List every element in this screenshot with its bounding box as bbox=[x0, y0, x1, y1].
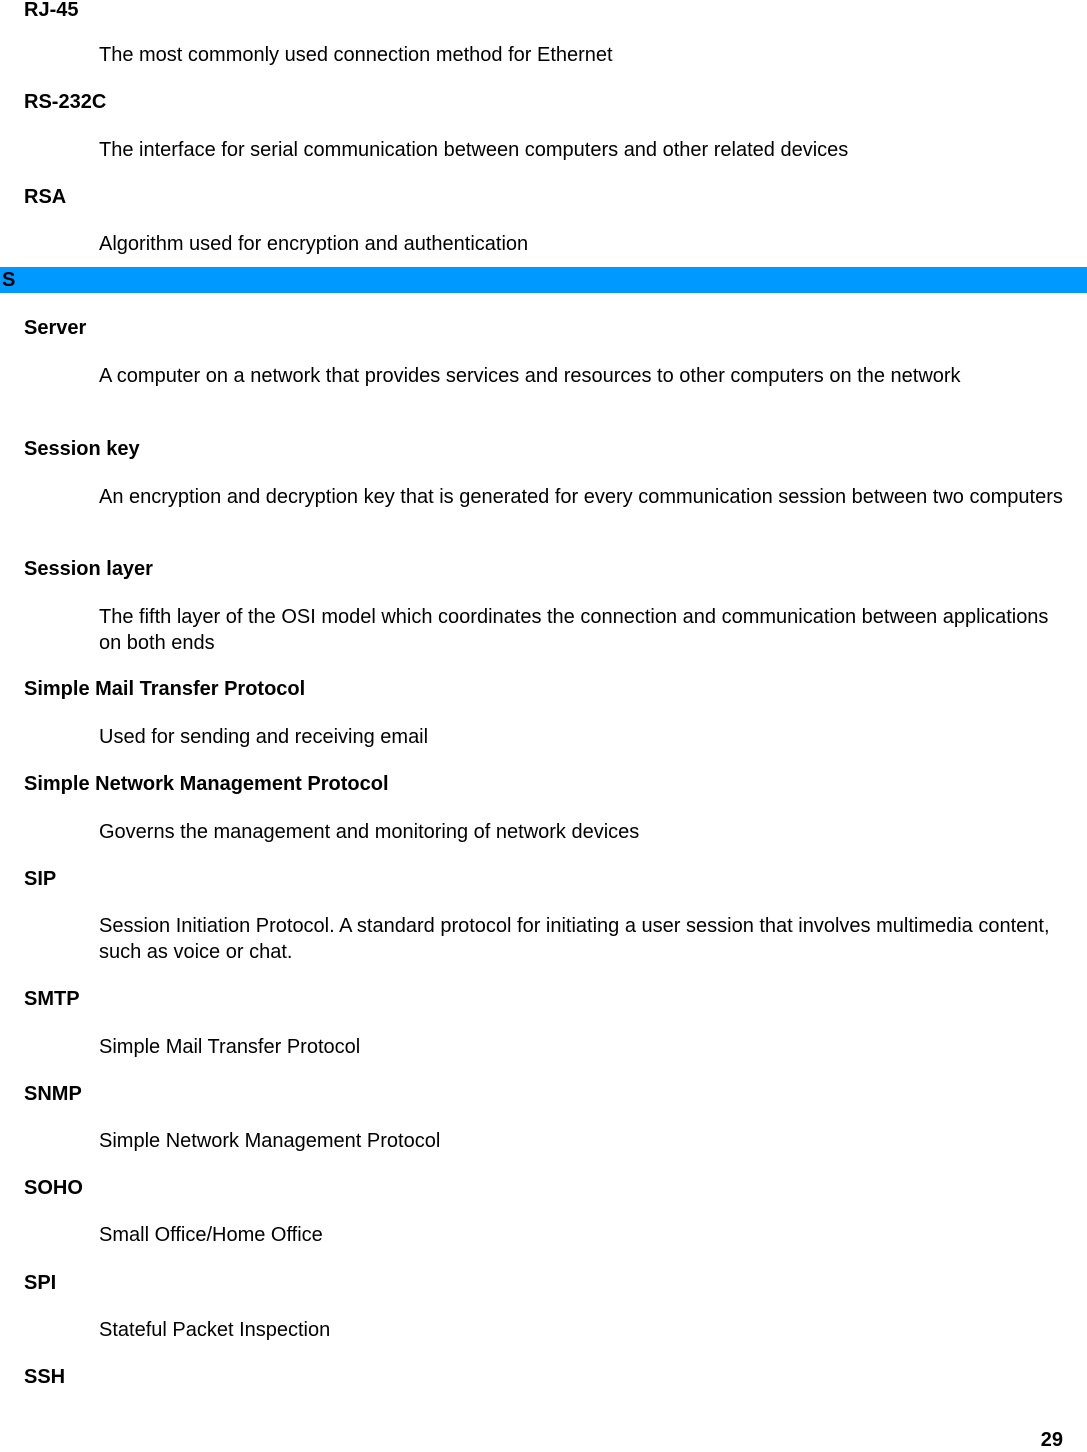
glossary-term: Simple Network Management Protocol bbox=[24, 773, 389, 795]
glossary-definition: An encryption and decryption key that is generated for every communication session between two computers bbox=[99, 486, 1063, 508]
section-header-bar bbox=[0, 267, 1087, 293]
glossary-term: SNMP bbox=[24, 1083, 82, 1105]
glossary-term: Session key bbox=[24, 438, 140, 460]
glossary-definition: The fifth layer of the OSI model which coordinates the connection and communication between applications on both ends bbox=[99, 606, 1049, 654]
glossary-definition: Used for sending and receiving email bbox=[99, 726, 429, 748]
glossary-definition: A computer on a network that provides services and resources to other computers on the network bbox=[99, 365, 961, 387]
glossary-term: Simple Mail Transfer Protocol bbox=[24, 678, 306, 700]
glossary-definition: Governs the management and monitoring of network devices bbox=[99, 821, 640, 843]
page-number: 29 bbox=[1040, 1429, 1063, 1451]
glossary-definition: Algorithm used for encryption and authentication bbox=[99, 233, 529, 255]
glossary-definition: Session Initiation Protocol. A standard protocol for initiating a user session that involves multimedia content, such as voice or chat. bbox=[99, 915, 1050, 963]
glossary-term: SOHO bbox=[24, 1177, 83, 1199]
section-letter: S bbox=[2, 269, 16, 291]
glossary-definition: Stateful Packet Inspection bbox=[99, 1319, 331, 1341]
glossary-term: Session layer bbox=[24, 558, 153, 580]
glossary-term: RSA bbox=[24, 186, 67, 208]
glossary-term: Server bbox=[24, 317, 87, 339]
glossary-term: RJ-45 bbox=[24, 0, 79, 21]
glossary-term: RS-232C bbox=[24, 91, 107, 113]
glossary-definition: Simple Mail Transfer Protocol bbox=[99, 1036, 361, 1058]
glossary-term: SPI bbox=[24, 1272, 57, 1294]
glossary-term: SIP bbox=[24, 868, 57, 890]
glossary-definition: Small Office/Home Office bbox=[99, 1224, 323, 1246]
glossary-definition: The interface for serial communication between computers and other related devices bbox=[99, 139, 849, 161]
glossary-definition: The most commonly used connection method for Ethernet bbox=[99, 44, 613, 66]
glossary-term: SMTP bbox=[24, 988, 80, 1010]
glossary-definition: Simple Network Management Protocol bbox=[99, 1130, 441, 1152]
glossary-term: SSH bbox=[24, 1366, 66, 1388]
